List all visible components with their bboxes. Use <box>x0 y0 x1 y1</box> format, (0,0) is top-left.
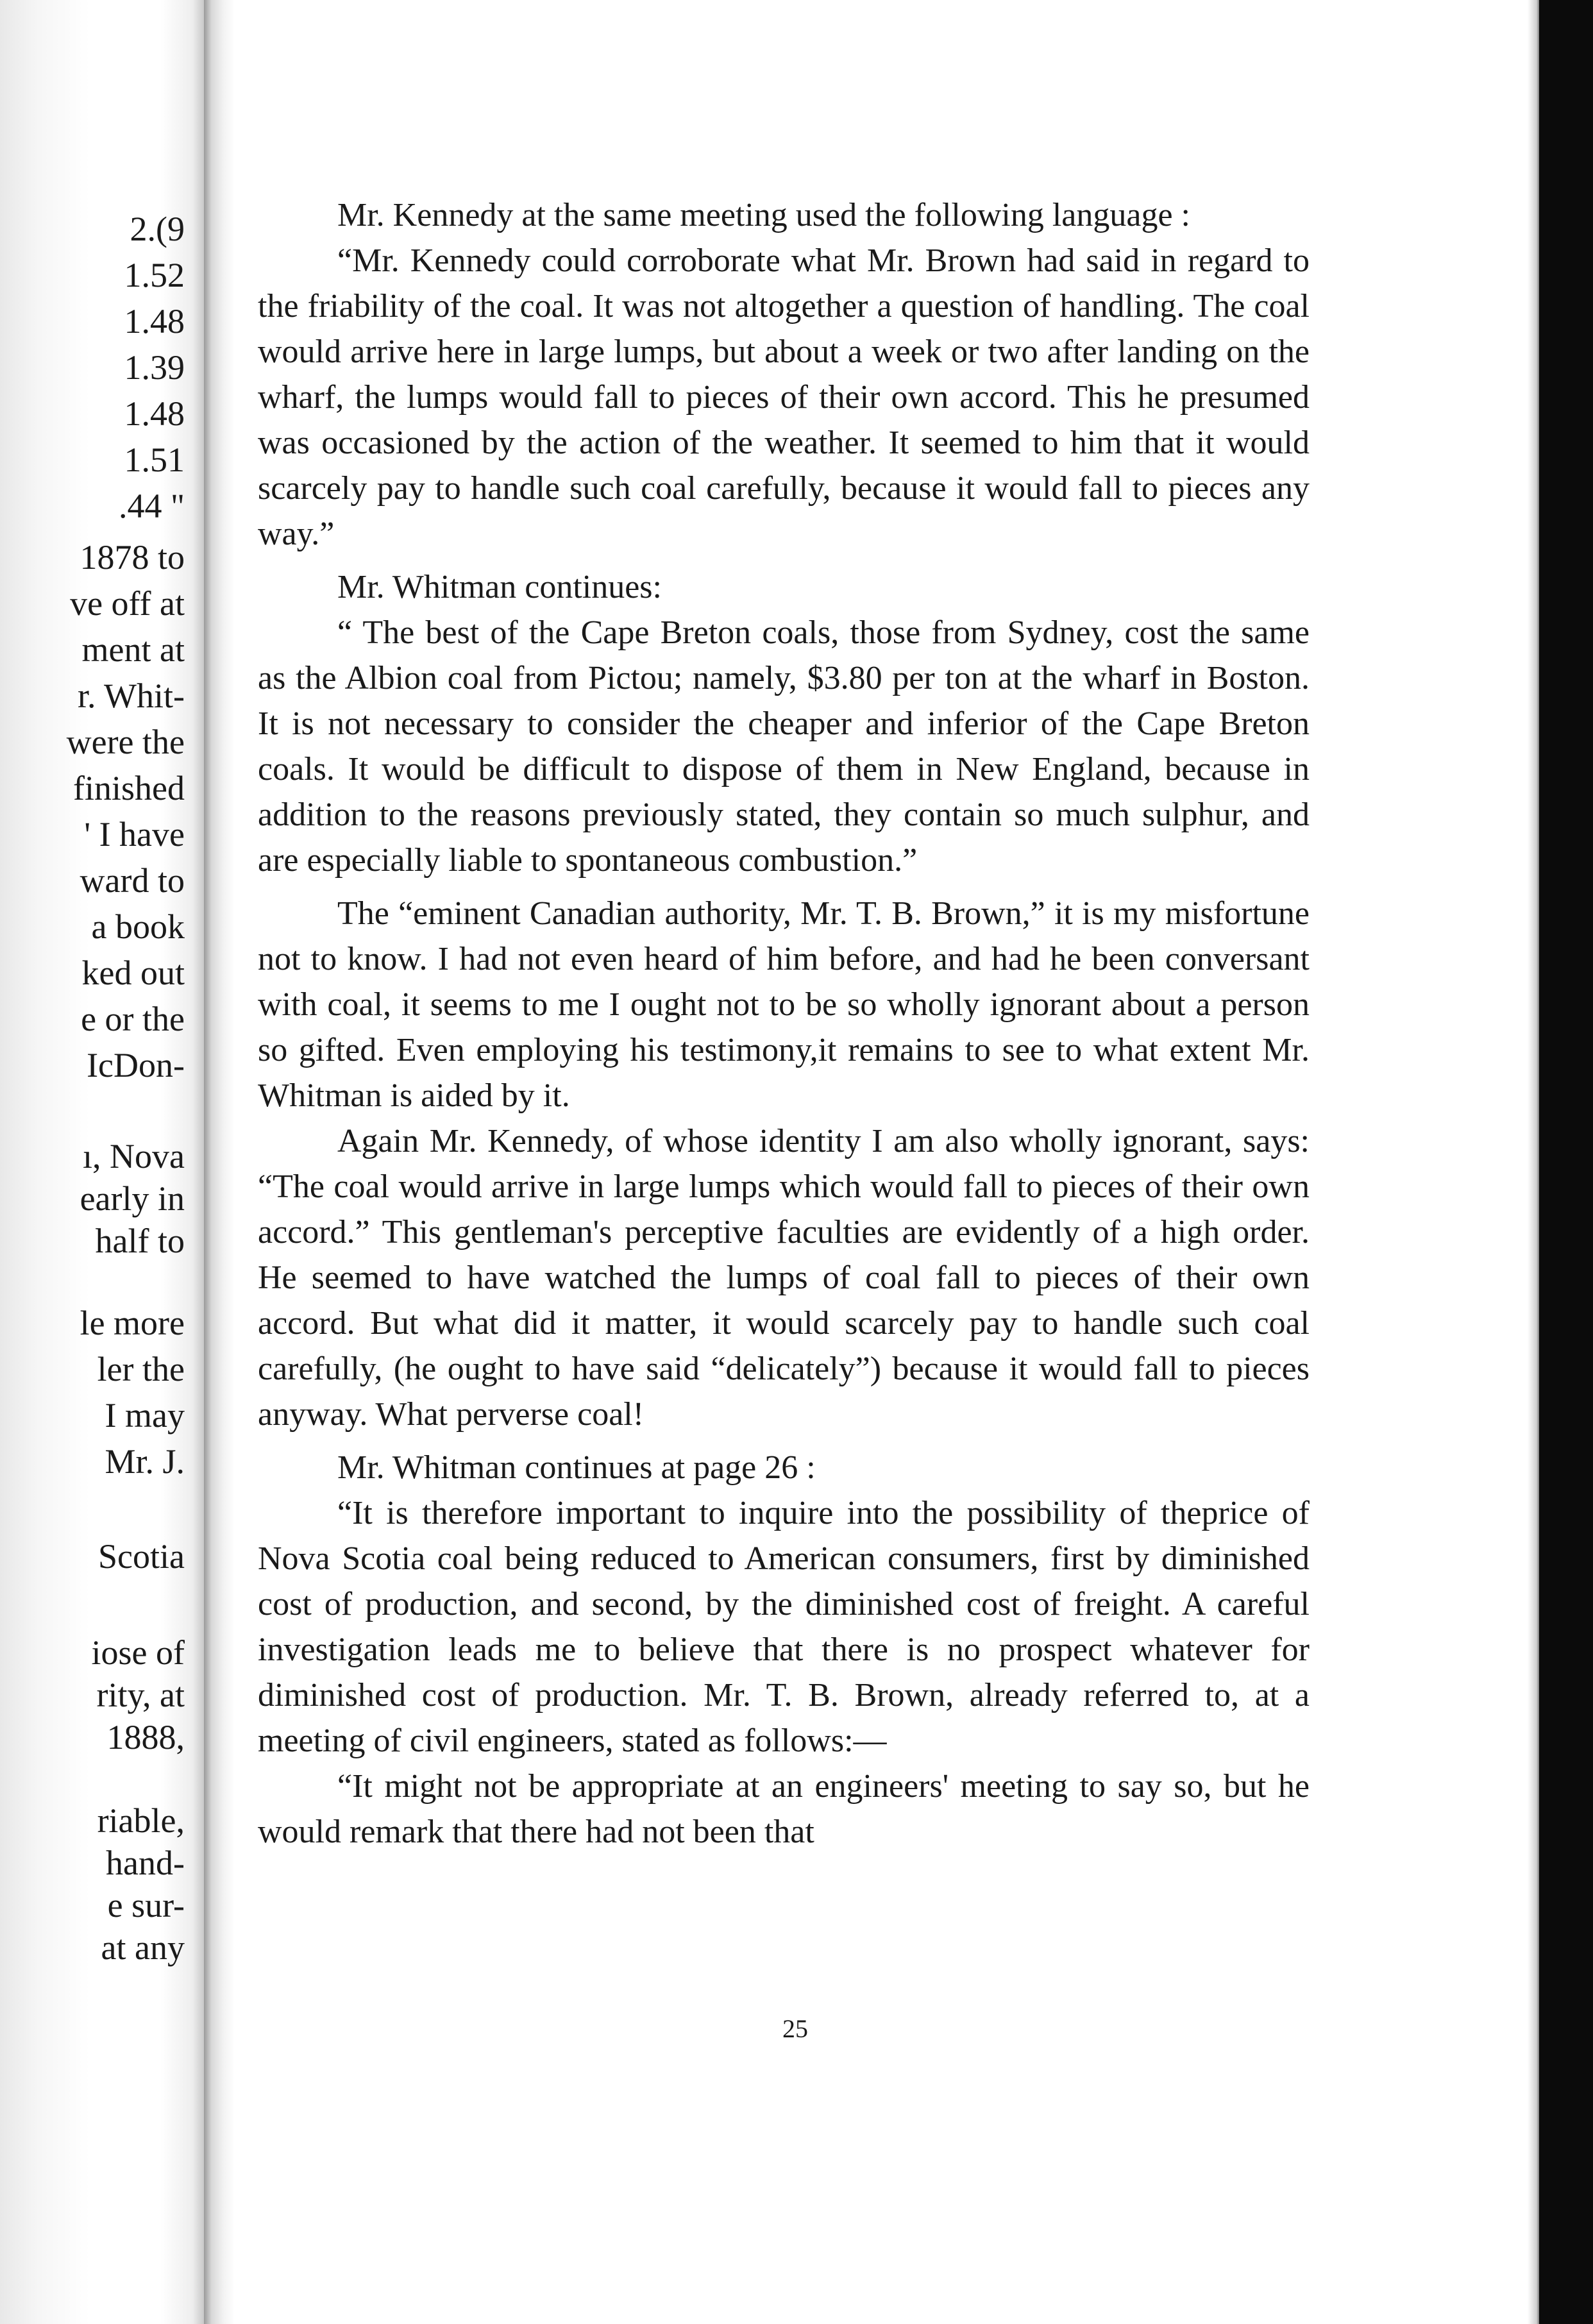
facing-line: were the <box>66 723 185 761</box>
facing-line: hand- <box>106 1844 185 1882</box>
paragraph: Mr. Whitman continues: <box>337 569 662 605</box>
facing-line: ment at <box>81 630 185 669</box>
paragraph: Mr. Kennedy at the same meeting used the following language : <box>337 197 1190 233</box>
facing-line: Mr. J. <box>105 1442 185 1481</box>
page-number: 25 <box>782 2014 808 2043</box>
paragraph: Again Mr. Kennedy, of whose identity I am also wholly ignorant, says: “The coal would arrive in large lumps which would fall to pieces of their own accord.” This gentleman's perceptive faculties are evidently of a high order. He seemed to have watched the lumps of coal fall to pieces of their own accord. But what did it matter, it would scarcely pay to handle such coal carefully, (he ought to have said “delicately”) because it would fall to pieces anyway. What perverse coal! <box>258 1123 1310 1433</box>
facing-line: a book <box>91 907 185 946</box>
facing-line: early in <box>80 1179 185 1218</box>
paragraph: Mr. Whitman continues at page 26 : <box>337 1449 816 1486</box>
facing-line: ler the <box>97 1350 185 1388</box>
facing-line: ve off at <box>70 584 185 623</box>
facing-line: .44 " <box>118 487 185 525</box>
scan-border <box>1539 0 1593 2324</box>
facing-line: 1.39 <box>124 348 185 387</box>
page-body <box>258 192 1310 1855</box>
facing-line: ' I have <box>84 815 185 854</box>
facing-line: e sur- <box>107 1886 185 1924</box>
facing-line: ked out <box>81 954 185 992</box>
facing-line: e or the <box>81 1000 185 1038</box>
facing-line: iose of <box>91 1633 185 1672</box>
quote-paragraph: “It is therefore important to inquire into the possibility of theprice of Nova Scotia coal being reduced to American consumers, first by diminished cost of production, and second, by the diminished cost of freight. A careful investigation leads me to believe that there is no prospect whatever for diminished cost of production. Mr. T. B. Brown, already referred to, at a meeting of civil engineers, stated as follows:— <box>258 1495 1310 1759</box>
facing-line: 1888, <box>106 1718 185 1756</box>
facing-line: ı, Nova <box>83 1137 185 1175</box>
quote-paragraph: “ The best of the Cape Breton coals, those from Sydney, cost the same as the Albion coal from Pictou; namely, $3.80 per ton at the wharf in Boston. It is not necessary to consider the cheaper and inferior of the Cape Breton coals. It would be difficult to dispose of them in New England, because in addition to the reasons previously stated, they contain so much sulphur, and are especially liable to spontaneous combustion.” <box>258 614 1310 879</box>
facing-line: IcDon- <box>87 1046 185 1084</box>
facing-line: ward to <box>80 861 185 900</box>
quote-paragraph: “Mr. Kennedy could corroborate what Mr. Brown had said in regard to the friability of the coal. It was not altogether a question of handling. The coal would arrive here in large lumps, but about a week or two after landing on the wharf, the lumps would fall to pieces of their own accord. This he presumed was occasioned by the action of the weather. It seemed to him that it would scarcely pay to handle such coal carefully, because it would fall to pieces any way.” <box>258 242 1310 552</box>
paragraph: The “eminent Canadian authority, Mr. T. B. Brown,” it is my misfortune not to know. I had not even heard of him before, and had he been conversant with coal, it seems to me I ought not to be so wholly ignorant about a person so gifted. Even employing his testimony,it remains to see to what extent Mr. Whitman is aided by it. <box>258 895 1310 1114</box>
facing-line: 1878 to <box>80 538 185 577</box>
facing-line: I may <box>105 1396 185 1435</box>
facing-line: 1.48 <box>124 394 185 433</box>
facing-line: at any <box>101 1928 185 1967</box>
facing-line: finished <box>73 769 185 807</box>
book-gutter <box>204 0 235 2324</box>
facing-line: rity, at <box>96 1676 185 1714</box>
facing-line: 2.(9 <box>130 210 185 248</box>
facing-line: 1.48 <box>124 302 185 341</box>
quote-paragraph: “It might not be appropriate at an engineers' meeting to say so, but he would remark that there had not been that <box>258 1768 1310 1850</box>
page-edge-shadow <box>1528 0 1540 2324</box>
facing-page-fragment <box>0 0 204 2324</box>
facing-line: Scotia <box>98 1537 185 1576</box>
facing-line: half to <box>95 1222 185 1260</box>
facing-line: 1.51 <box>124 441 185 479</box>
facing-line: 1.52 <box>124 256 185 294</box>
facing-line: le more <box>80 1304 185 1342</box>
facing-line: r. Whit- <box>78 677 185 715</box>
facing-line: riable, <box>97 1801 185 1840</box>
